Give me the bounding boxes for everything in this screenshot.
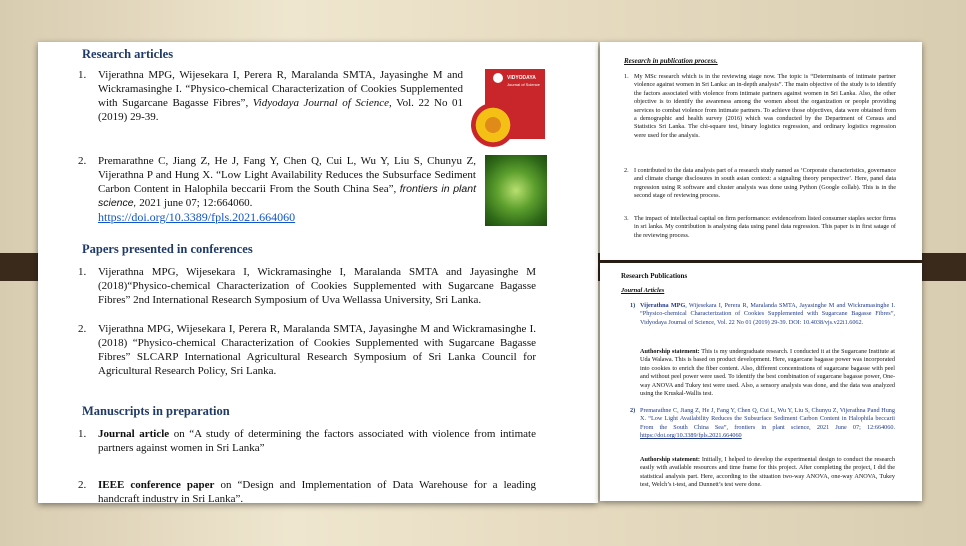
process-item: 2. I contributed to the data analysis part of a research study named as ‘Corporate characteristics, governance and climate change disclosures in south asian context: a signaling theory perspective’. Here, panel data regression using R software and cluster analysis was done using Python (Google collab). This is in the second stage of reviewing process. — [624, 167, 896, 200]
process-item: 1. My MSc research which is in the reviewing stage now. The topic is “Determinants of intimate partner violence against women in Sri Lanka: an in-depth analysis”. The main objective of the study is to identify the factors associated with violence from intimate partners against women in Sri Lanka. Also, the other objective is to identify the awareness among the women about the organization or people providing services to combat violence from intimate partners. To achieve those objectives, data were obtained from a demographic and health survey (2016) which was conducted by the Department of Census and Statistics Sri Lanka. The chi-square test, binary logistics regression, and ordinary logistics regression were used for the analysis. — [624, 73, 896, 139]
research-publications-page — [600, 263, 922, 501]
article-item: 1. Vijerathna MPG, Wijesekara I, Perera R, Maralanda SMTA, Jayasinghe M and Wickramasinghe I. “Physico-chemical Characterization of Cookies Supplemented with Sugarcane Bagasse Fibres”, Vidyodaya Journal of Science, Vol. 22 No 01 (2019) 29-39. — [78, 69, 464, 123]
authorship-statement: Authorship statement: This is my undergraduate research. I conducted it at the Sugarcane Institute at Uda Walawa. This is based on product development. Here, sugarcane bagasse power was incorporated into cookies to enrich the fiber content. Also, different concentrations of sugarcane bagasse with peel and without peel power were used. To identify the best combination of sugarcane bagasse power, One-way ANOVA and Tukey test were used. Also, a sensory analysis was done, and the data was analyzed using the Kruskal-Wallis test. — [640, 348, 895, 398]
publication-process-heading: Research in publication process. — [624, 57, 718, 65]
journal-cover-title: VIDYODAYA — [507, 75, 536, 81]
doi-link[interactable]: https://doi.org/10.3389/fpls.2021.664060 — [640, 432, 742, 440]
main-document-page — [38, 42, 598, 503]
papers-conferences-heading: Papers presented in conferences — [82, 242, 253, 256]
research-articles-heading: Research articles — [82, 47, 174, 61]
paper-item: 2. Vijerathna MPG, Wijesekara I, Perera R, Maralanda SMTA, Jayasinghe M and Wickramasinghe I. (2018) “Physico-chemical Characterization of Cookies Supplemented with Sugarcane Bagasse Fibres” SLCARP International Agricultural Research Symposium of Sri Lanka Council for Agricultural Research Policy, Sri Lanka. — [78, 323, 536, 377]
journal-articles-subheading: Journal Articles — [621, 287, 665, 294]
process-item: 3. The impact of intellectual capital on firm performance: evidencefrom listed consumer staples sector firms in sri lanka. My contribution is analysing data using panel data regression. This paper is in first satage of the reviewing process. — [624, 215, 896, 239]
authorship-statement: Authorship statement: Initially, I helped to develop the experimental design to conduct the research easily with available resources and time frame for this project. After completing the project, I did the statistical analysis part. Here, according to the situation two-way ANOVA, one-way ANOVA, Tukey test, Welch’s t-test, and Dunnett’s test were done. — [640, 456, 896, 489]
manuscripts-heading: Manuscripts in preparation — [82, 404, 230, 418]
article-item: 2. Premarathne C, Jiang Z, He J, Fang Y, Chen Q, Cui L, Wu Y, Liu S, Chunyu Z, Vijerathna P and Hung X. “Low Light Availability Reduces the Subsurface Sediment Carbon Content in Halophila beccarii From the South China Sea”, frontiers in plant science, 2021 june 07; 12:664060. https://doi.org/10.3389/fpls.2021.664060 — [78, 155, 476, 224]
journal-seal-icon — [493, 73, 503, 83]
manuscript-item: 1. Journal article on “A study of determining the factors associated with violence from intimate partners against women in Sri Lanka” — [78, 428, 536, 454]
research-publications-heading: Research Publications — [621, 272, 688, 280]
plant-photo-image — [485, 155, 547, 226]
publication-citation: 2) Premarathne C, Jiang Z, He J, Fang Y, Chen Q, Cui L, Wu Y, Liu S, Chunyu Z, Vijerathna Pand Hung X. “Low Light Availability Reduces the Subsurface Sediment Carbon Content in Halophila beccarii From the South China Sea”, frontiers in plant science, 2021 June 07; 12:664060. https://doi.org/10.3389/fpls.2021.664060 — [630, 407, 895, 440]
publication-citation: 1) Vijerathna MPG, Wijesekara I, Perera R, Maralanda SMTA, Jayasinghe M and Wickramasinghe I. “Physico-chemical Characterization of Cookies Supplemented with Sugarcane Bagasse Fibres”, Vidyodaya Journal of Science, Vol. 22 No 01 (2019) 29-39. DOI: 10.4038/vjs.v22i1.6062. — [630, 302, 895, 326]
flower-graphic-icon — [471, 103, 515, 147]
manuscript-item: 2. IEEE conference paper on “Design and Implementation of Data Warehouse for a leading handcraft industry in Sri Lanka”. — [78, 479, 536, 503]
paper-item: 1. Vijerathna MPG, Wijesekara I, Wickramasinghe I, Maralanda SMTA and Jayasinghe M (2018)“Physico-chemical Characterization of Cookies Supplemented with Sugarcane Bagasse Fibres” 2nd International Research Symposium of Uva Wellassa University, Sri Lanka. — [78, 266, 536, 306]
publication-process-page — [600, 42, 922, 260]
journal-cover-subtitle: Journal of Science — [507, 82, 540, 87]
journal-cover-image — [485, 69, 545, 139]
doi-link[interactable]: https://doi.org/10.3389/fpls.2021.664060 — [98, 210, 296, 224]
